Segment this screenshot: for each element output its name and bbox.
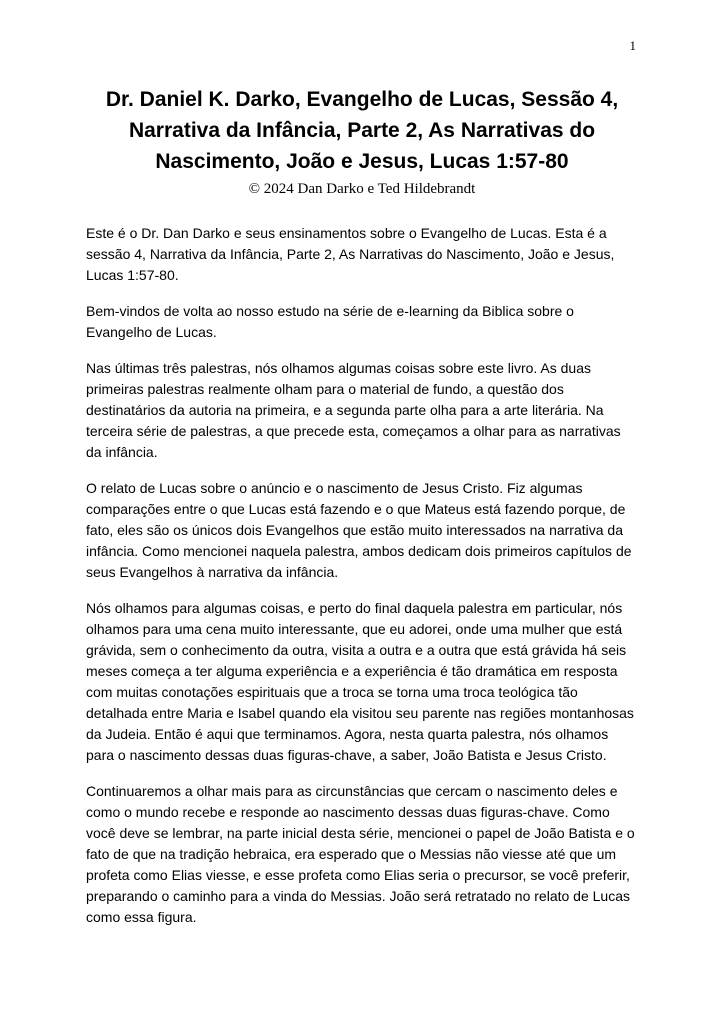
paragraph-1: Este é o Dr. Dan Darko e seus ensinamentos sobre o Evangelho de Lucas. Esta é a sessão 4, Narrativa da Infância, Parte 2, As Narrativas do Nascimento, João e Jesus, Lucas 1:57-80. [86, 225, 615, 283]
document-title [40, 84, 684, 177]
paragraph-5: Nós olhamos para algumas coisas, e perto do final daquela palestra em particular, nós olhamos para uma cena muito interessante, que eu adorei, onde uma mulher que está grávida, sem o conhecimento da outra, visita a outra e a outra que está grávida há seis meses começa a ter alguma experiência e a experiência é tão dramática em resposta com muitas conotações espirituais que a troca se torna uma troca teológica tão detalhada entre Maria e Isabel quando ela visitou seu parente nas regiões montanhosas da Judeia. Então é aqui que terminamos. Agora, nesta quarta palestra, nós olhamos para o nascimento dessas duas figuras-chave, a saber, João Batista e Jesus Cristo. [86, 600, 634, 763]
document-title-line-3: Nascimento, João e Jesus, Lucas 1:57-80 [155, 150, 569, 173]
paragraph-2: Bem-vindos de volta ao nosso estudo na série de e-learning da Biblica sobre o Evangelho de Lucas. [86, 303, 574, 340]
document-body [86, 223, 640, 928]
paragraph-3: Nas últimas três palestras, nós olhamos algumas coisas sobre este livro. As duas primeiras palestras realmente olham para o material de fundo, a questão dos destinatários da autoria na primeira, e a segunda parte olha para a arte literária. Na terceira série de palestras, a que precede esta, começamos a olhar para as narrativas da infância. [86, 360, 621, 460]
paragraph-4: O relato de Lucas sobre o anúncio e o nascimento de Jesus Cristo. Fiz algumas comparações entre o que Lucas está fazendo e o que Mateus está fazendo porque, de fato, eles são os únicos dois Evangelhos que estão muito interessados na narrativa da infância. Como mencionei naquela palestra, ambos dedicam dois primeiros capítulos de seus Evangelhos à narrativa da infância. [86, 480, 632, 580]
copyright-line: © 2024 Dan Darko e Ted Hildebrandt [248, 181, 476, 197]
paragraph-6: Continuaremos a olhar mais para as circunstâncias que cercam o nascimento deles e como o mundo recebe e responde ao nascimento dessas duas figuras-chave. Como você deve se lembrar, na parte inicial desta série, mencionei o papel de João Batista e o fato de que na tradição hebraica, era esperado que o Messias não viesse até que um profeta como Elias viesse, e esse profeta como Elias seria o precursor, se você preferir, preparando o caminho para a vinda do Messias. João será retratado no relato de Lucas como essa figura. [86, 783, 635, 925]
document-title-line-1: Dr. Daniel K. Darko, Evangelho de Lucas, Sessão 4, [105, 88, 619, 111]
document-title-line-2: Narrativa da Infância, Parte 2, As Narrativas do [128, 119, 596, 142]
page-number: 1 [629, 38, 636, 53]
